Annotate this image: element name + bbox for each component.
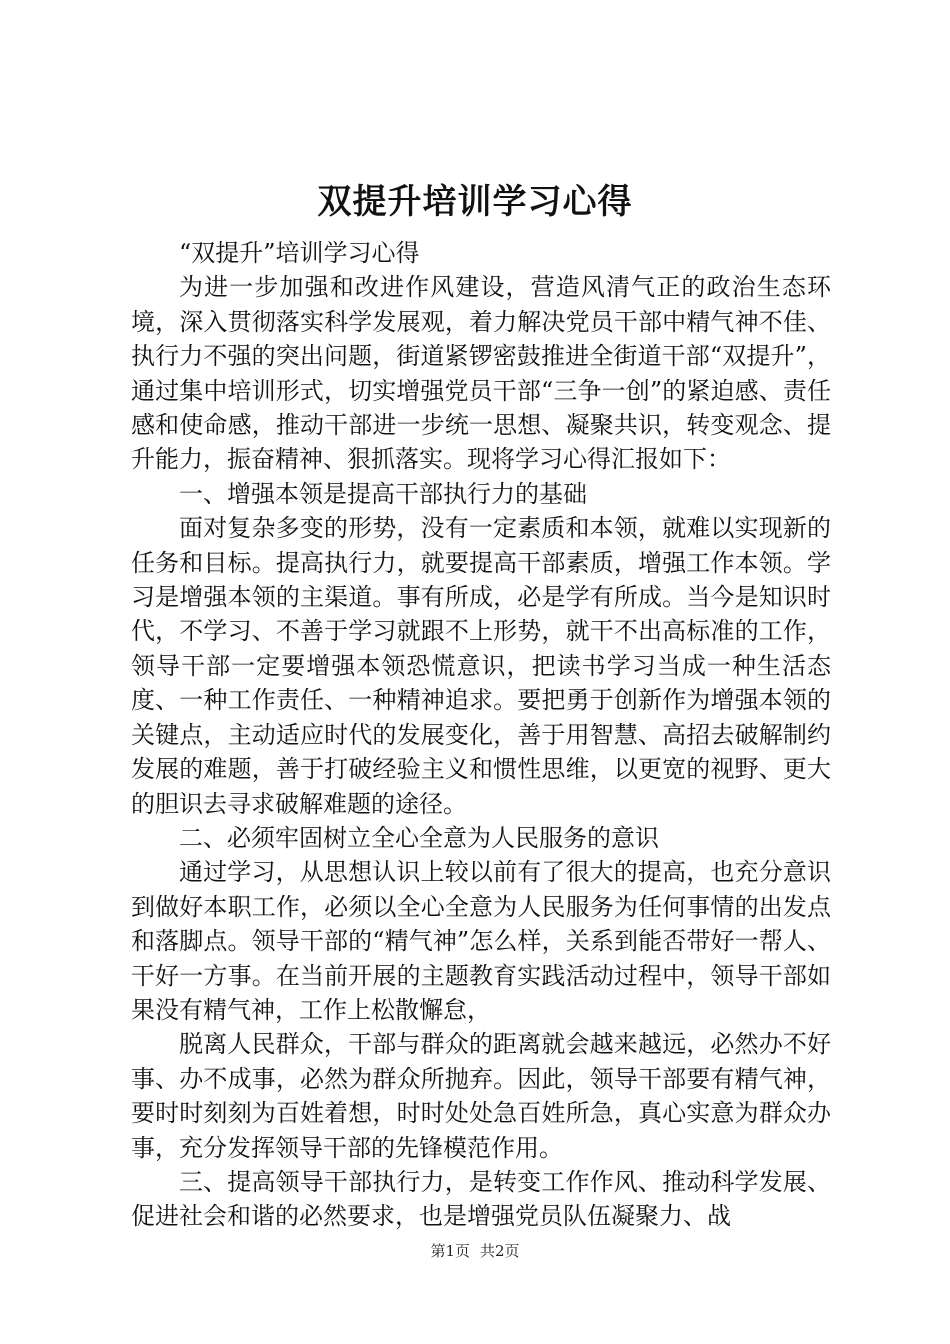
document-title: 双提升培训学习心得 [317, 182, 633, 222]
section-heading-1: 一、增强本领是提高干部执行力的基础 [179, 479, 587, 508]
section-heading-2: 二、必须牢固树立全心全意为人民服务的意识 [179, 823, 659, 852]
section-paragraph-3: 脱离人民群众，干部与群众的距离就会越来越远，必然办不好事、办不成事，必然为群众所抛弃。因此，领导干部要有精气神，要时时刻刻为百姓着想，时时处处急百姓所急，真心实意为群众办事，充分发挥领导干部的先锋模范作用。 [131, 1030, 831, 1162]
section-paragraph-1: 面对复杂多变的形势，没有一定素质和本领，就难以实现新的任务和目标。提高执行力，就要提高干部素质，增强工作本领。学习是增强本领的主渠道。事有所成，必是学有所成。当今是知识时代，不学习、不善于学习就跟不上形势，就干不出高标准的工作，领导干部一定要增强本领恐慌意识，把读书学习当成一种生活态度、一种工作责任、一种精神追求。要把勇于创新作为增强本领的关键点，主动适应时代的发展变化，善于用智慧、高招去破解制约发展的难题，善于打破经验主义和惯性思维，以更宽的视野、更大的胆识去寻求破解难题的途径。 [131, 514, 831, 818]
page-total: 共2页 [480, 1242, 520, 1260]
document-body [131, 236, 831, 1234]
page-footer [0, 1241, 950, 1261]
subtitle-paragraph: “双提升”培训学习心得 [179, 239, 420, 267]
section-heading-3: 三、提高领导干部执行力，是转变工作作风、推动科学发展、促进社会和谐的必然要求，也是增强党员队伍凝聚力、战 [131, 1167, 831, 1231]
section-paragraph-2: 通过学习，从思想认识上较以前有了很大的提高，也充分意识到做好本职工作，必须以全心全意为人民服务为任何事情的出发点和落脚点。领导干部的“精气神”怎么样，关系到能否带好一帮人、干好一方事。在当前开展的主题教育实践活动过程中，领导干部如果没有精气神，工作上松散懈怠， [131, 858, 831, 1024]
page-number: 第1页 [430, 1242, 470, 1260]
intro-paragraph: 为进一步加强和改进作风建设，营造风清气正的政治生态环境，深入贯彻落实科学发展观，着力解决党员干部中精气神不佳、执行力不强的突出问题，街道紧锣密鼓推进全街道干部“双提升”，通过集中培训形式，切实增强党员干部“三争一创”的紧迫感、责任感和使命感，推动干部进一步统一思想、凝聚共识，转变观念、提升能力，振奋精神、狠抓落实。现将学习心得汇报如下： [131, 273, 831, 474]
